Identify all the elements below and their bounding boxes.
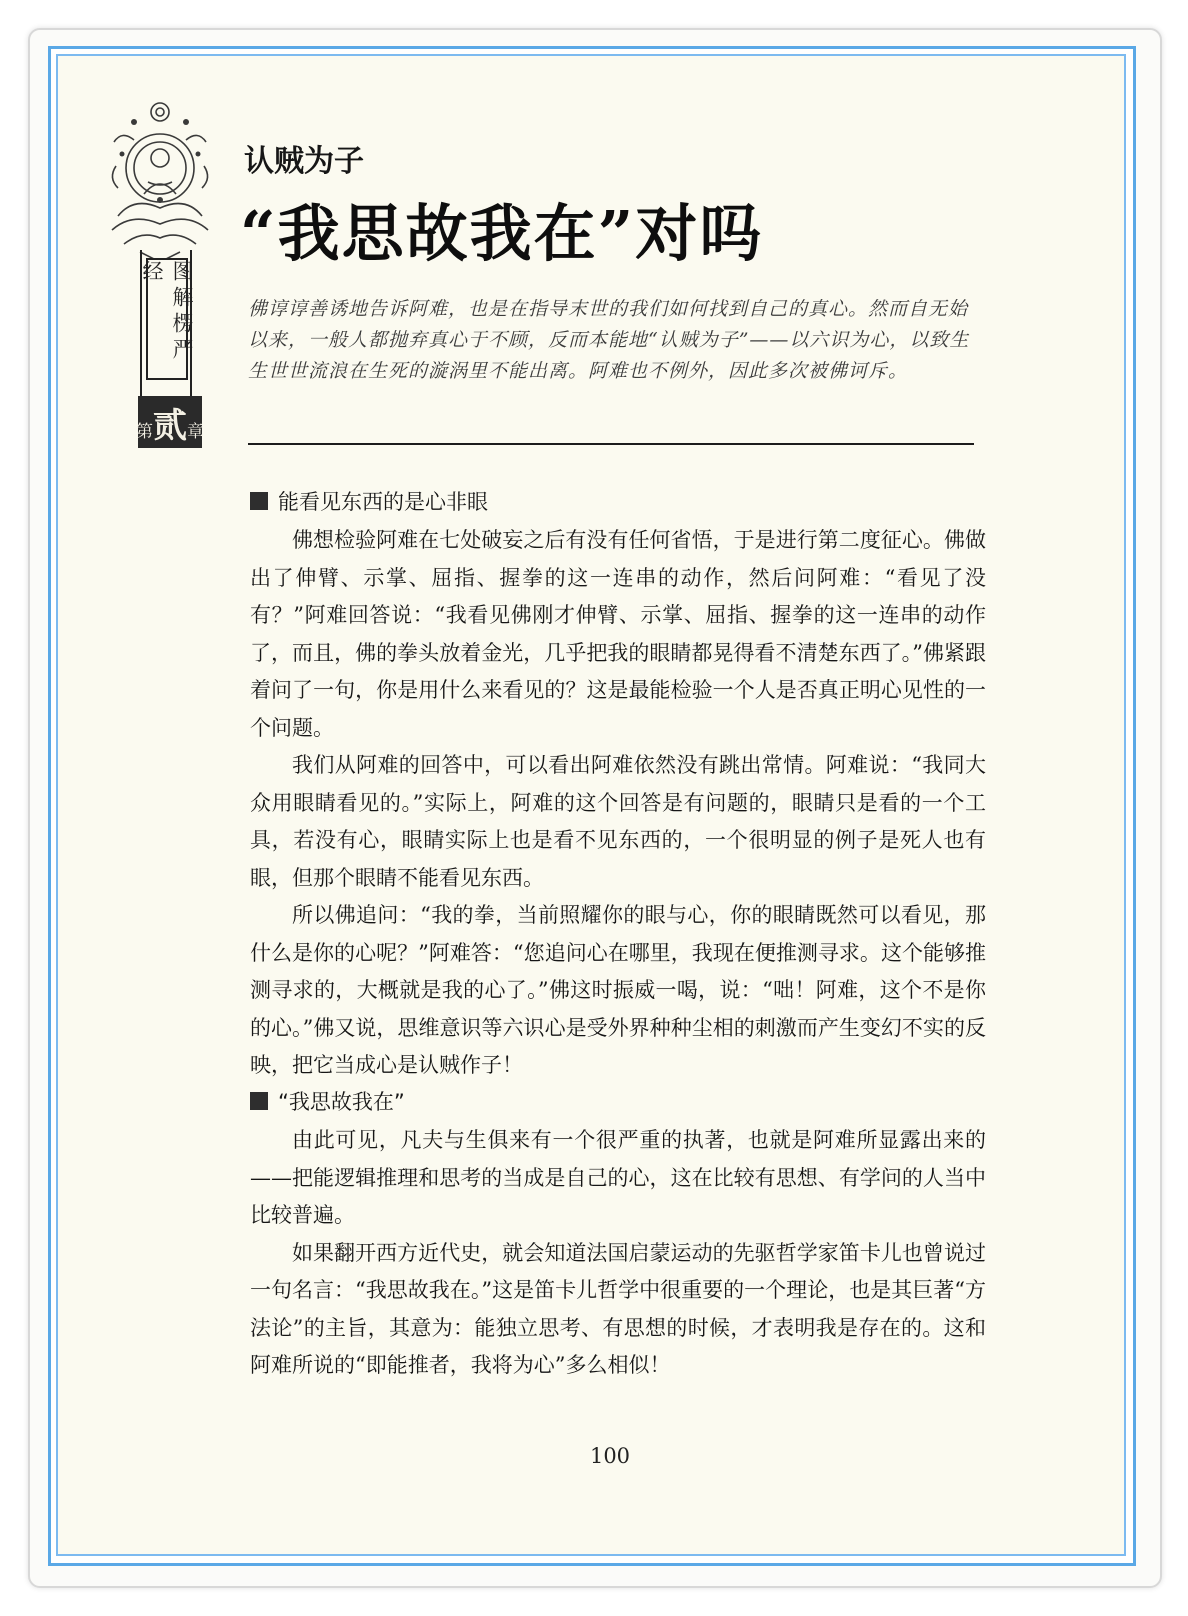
chapter-number: 贰 [153, 406, 187, 446]
section-heading-text: 能看见东西的是心非眼 [278, 490, 488, 514]
section-heading [250, 486, 986, 516]
section-heading [250, 1086, 986, 1116]
lotus-buddha-ornament-icon [104, 96, 216, 266]
paragraph: 佛想检验阿难在七处破妄之后有没有任何省悟，于是进行第二度征心。佛做出了伸臂、示掌、屈指、握拳的这一连串的动作，然后问阿难：“看见了没有？”阿难回答说：“我看见佛刚才伸臂、示掌、屈指、握拳的这一连串的动作了，而且，佛的拳头放着金光，几乎把我的眼睛都晃得看不清楚东西了。”佛紧跟着问了一句，你是用什么来看见的？这是最能检验一个人是否真正明心见性的一个问题。 [250, 528, 986, 740]
intro-paragraph: 佛谆谆善诱地告诉阿难，也是在指导末世的我们如何找到自己的真心。然而自无始以来，一般人都抛弃真心于不顾，反而本能地“认贼为子”——以六识为心，以致生生世世流浪在生死的漩涡里不能出离。阿难也不例外，因此多次被佛诃斥。 [248, 298, 970, 382]
book-title-label [140, 258, 194, 380]
divider [248, 443, 974, 445]
section-2 [250, 1086, 986, 1385]
square-bullet-icon [250, 492, 268, 510]
chapter-suffix: 章 [187, 422, 204, 442]
square-bullet-icon [250, 1092, 268, 1110]
paragraph: 如果翻开西方近代史，就会知道法国启蒙运动的先驱哲学家笛卡儿也曾说过一句名言：“我思故我在。”这是笛卡儿哲学中很重要的一个理论，也是其巨著“方法论”的主旨，其意为：能独立思考、有思想的时候，才表明我是存在的。这和阿难所说的“即能推者，我将为心”多么相似！ [250, 1240, 986, 1377]
section-heading-text: “我思故我在” [278, 1090, 405, 1114]
page-number: 100 [589, 1444, 631, 1468]
section-subtitle: 认贼为子 [244, 144, 364, 179]
chapter-badge [138, 396, 202, 448]
paragraph: 所以佛追问：“我的拳，当前照耀你的眼与心，你的眼睛既然可以看见，那什么是你的心呢？”阿难答：“您追问心在哪里，我现在便推测寻求。这个能够推测寻求的，大概就是我的心了。”佛这时振威一喝，说：“咄！阿难，这个不是你的心。”佛又说，思维意识等六识心是受外界种种尘相的刺激而产生变幻不实的反映，把它当成心是认贼作子！ [250, 903, 986, 1077]
paragraph: 我们从阿难的回答中，可以看出阿难依然没有跳出常情。阿难说：“我同大众用眼睛看见的。”实际上，阿难的这个回答是有问题的，眼睛只是看的一个工具，若没有心，眼睛实际上也是看不见东西的，一个很明显的例子是死人也有眼，但那个眼睛不能看见东西。 [250, 753, 986, 890]
book-title-text: 图解楞严经 [140, 260, 194, 364]
page-title: “我思故我在”对吗 [240, 197, 764, 270]
section-1 [250, 486, 986, 1085]
chapter-prefix: 第 [136, 422, 153, 442]
paragraph: 由此可见，凡夫与生俱来有一个很严重的执著，也就是阿难所显露出来的——把能逻辑推理和思考的当成是自己的心，这在比较有思想、有学问的人当中比较普遍。 [250, 1128, 986, 1227]
